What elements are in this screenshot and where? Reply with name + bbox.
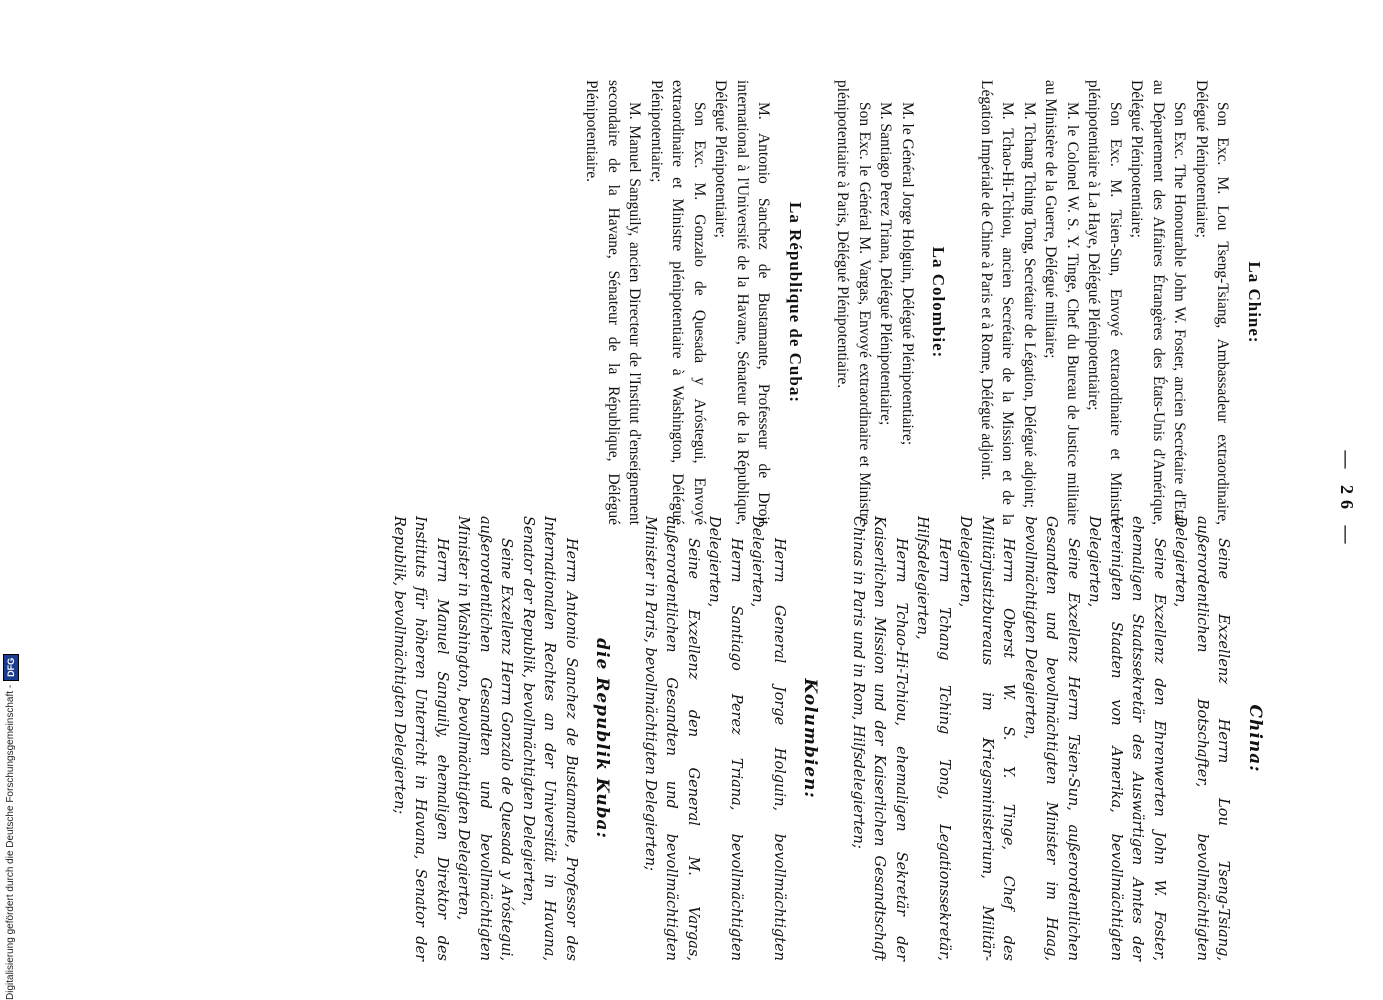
- paragraph: M. Tchao-Hi-Tchiou, ancien Secrétaire de la Mission et de la Légation Impériale de Chine à Paris et à Rome, Délégué adjoint.: [978, 80, 1017, 525]
- section-title: die Republik Kuba:: [592, 638, 613, 839]
- paragraph: Herrn Manuel Sanguily, ehemaligen Direktor des Instituts für höheren Unterricht in Havana, Senator der Republik, bevollmächtigten Delegierten;: [391, 516, 450, 961]
- section-title: La République de Cuba:: [786, 201, 805, 404]
- paragraph: Seine Exzellenz den Ehrenwerten John W. Foster, ehemaligen Staatssekretär des Auswärtigen Amtes der Vereinigten Staaten von Amerika, bevollmächtigten Delegierten,: [1086, 516, 1167, 961]
- section-title: La Colombie:: [929, 246, 949, 359]
- paragraph: Son Exc. The Honourable John W. Foster, ancien Secrétaire d'Etat au Département des Affaires Étrangères des États-Unis d'Amérique, Délégué Plénipotentiaire;: [1128, 80, 1189, 525]
- paragraph: Seine Exzellenz Herrn Lou Tseng-Tsiang, außerordentlichen Botschafter, bevollmächtigten Delegierten,: [1172, 516, 1232, 961]
- section-la-chine: [976, 80, 1266, 525]
- section-cuba: [581, 80, 806, 525]
- page-number: — 26 —: [1337, 450, 1357, 550]
- paragraph: Seine Exzellenz den General M. Vargas, außerordentlichen Gesandten und bevollmächtigten Minister in Paris, bevollmächtigten Delegierten;: [642, 516, 701, 961]
- paragraph: Son Exc. M. Lou Tseng-Tsiang, Ambassadeur extraordinaire, Délégué Plénipotentiaire;: [1193, 80, 1232, 525]
- paragraph: M. le Général Jorge Holguin, Délégué Plénipotentiaire;: [899, 102, 916, 446]
- section-title: China:: [1245, 704, 1265, 773]
- paragraph: Herrn Antonio Sanchez de Bustamante, Professor des Internationalen Rechtes an der Universität in Havana, Senator der Republik, bevollmächtigten Delegierten,: [520, 516, 579, 961]
- paragraph: Seine Exzellenz Herrn Tsien-Sun, außerordentlichen Gesandten und bevollmächtigten Minister im Haag, bevollmächtigten Delegierten,: [1022, 516, 1081, 961]
- paragraph: Herrn Santiago Perez Triana, bevollmächtigten Delegierten,: [706, 516, 744, 961]
- digitization-credit: [2, 606, 20, 1000]
- section-kuba: [388, 516, 613, 961]
- paragraph: Herrn Tchao-Hi-Tchiou, ehemaligen Sekretär der Kaiserlichen Mission und der Kaiserlichen Gesandtschaft Chinas in Paris und in Rom, Hilfsdelegierten;: [850, 516, 909, 961]
- paragraph: Herrn Tchang Tching Tong, Legationssekretär, Hilfsdelegierten,: [914, 516, 952, 961]
- paragraph: Son Exc. le Général M. Vargas, Envoyé extraordinaire et Ministre plénipotentiaire à Paris, Délégué Plénipotentiaire.: [834, 80, 873, 525]
- paragraph: Seine Exzellenz Herrn Gonzalo de Quesada y Aróstegui, außerordentlichen Gesandten und bevollmächtigten Minister in Washington, bevollmächtigten Delegierten,: [455, 516, 515, 961]
- paragraph: Son Exc. M. Gonzalo de Quesada y Aróstegui, Envoyé extraordinaire et Ministre plénipotentiaire à Washington, Délégué Plénipotentiaire;: [648, 80, 708, 525]
- french-column: [555, 80, 1265, 525]
- paragraph: M. Santiago Perez Triana, Délégué Plénipotentiaire;: [877, 102, 895, 426]
- section-title: La Chine:: [1245, 261, 1264, 344]
- section-title: Kolumbien:: [800, 678, 821, 799]
- paragraph: Herrn Oberst W. S. Y. Tinge, Chef des Militärjustizbureaus im Kriegsministerium, Militär-Delegierten,: [957, 516, 1017, 961]
- section-china: [847, 516, 1266, 961]
- german-column: [362, 516, 1266, 961]
- paragraph: Herrn General Jorge Holguin, bevollmächtigten Delegierten,: [749, 516, 787, 961]
- dfg-logo: DFG: [3, 654, 19, 681]
- section-la-colombie: [832, 80, 950, 525]
- section-kolumbien: [639, 516, 821, 961]
- paragraph: Son Exc. M. Tsien-Sun, Envoyé extraordinaire et Ministre plénipotentiaire à La Haye, Délégué Plénipotentiaire;: [1085, 80, 1124, 525]
- paragraph: M. le Colonel W. S. Y. Tinge, Chef du Bureau de Justice militaire au Ministère de la Guerre, Délégué militaire;: [1042, 80, 1081, 525]
- paragraph: M. Tchang Tching Tong, Secrétaire de Légation, Délégué adjoint;: [1021, 102, 1038, 509]
- credit-text: Digitalisierung gefördert durch die Deutsche Forschungsgemeinschaft -: [5, 684, 16, 1000]
- paragraph: M. Antonio Sanchez de Bustamante, Professeur de Droit international à l'Université de la Havane, Sénateur de la République, Délégué Plénipotentiaire;: [712, 80, 773, 525]
- paragraph: M. Manuel Sanguily, ancien Directeur de l'Institut d'enseignement secondaire de la Havane, Sénateur de la République, Délégué Plénipotentiaire.: [583, 80, 644, 525]
